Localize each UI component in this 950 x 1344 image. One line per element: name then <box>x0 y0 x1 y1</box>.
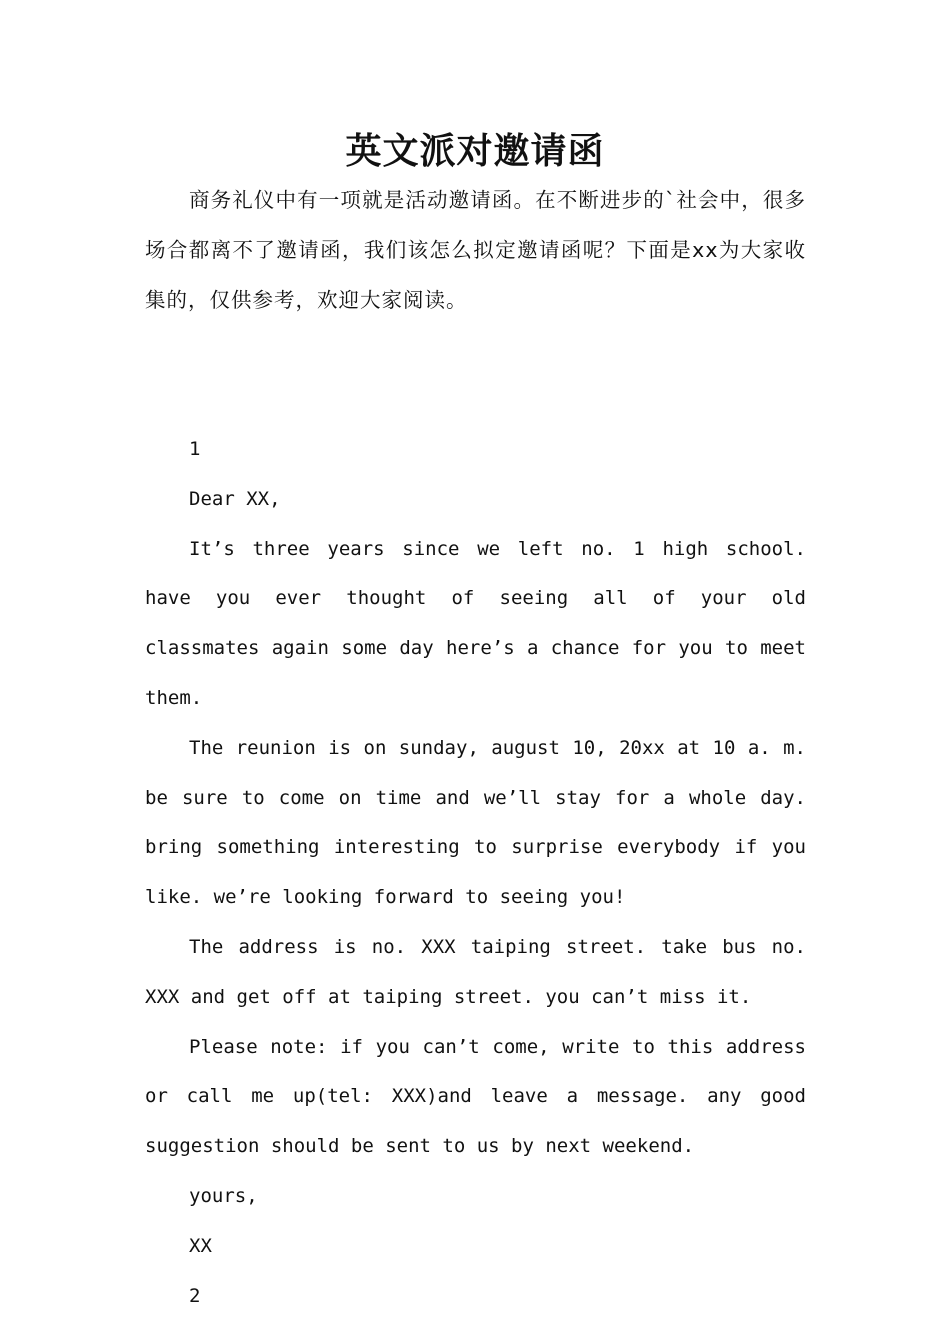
salutation: Dear XX, <box>189 487 281 510</box>
signature: XX <box>189 1234 212 1257</box>
section-number-1: 1 <box>189 437 201 460</box>
letter-paragraph-3: The address is no. XXX taiping street. take bus no. XXX and get off at taiping street. you can’t miss it. <box>145 935 806 1008</box>
letter-paragraph-1: It’s three years since we left no. 1 high school. have you ever thought of seeing all of your old classmates again some day here’s a chance for you to meet them. <box>145 537 806 709</box>
letter-paragraph-2: The reunion is on sunday, august 10, 20xx at 10 a. m. be sure to come on time and we’ll stay for a whole day. bring something interesting to surprise everybody if you like. we’re looking forward to seeing you! <box>145 736 806 909</box>
section-spacer <box>145 325 806 425</box>
intro-paragraph: 商务礼仪中有一项就是活动邀请函。在不断进步的`社会中，很多场合都离不了邀请函，我们该怎么拟定邀请函呢？下面是xx为大家收集的，仅供参考，欢迎大家阅读。 <box>145 188 806 312</box>
letter-paragraph-4: Please note: if you can’t come, write to this address or call me up(tel: XXX)and leave a message. any good suggestion should be sent to us by next weekend. <box>145 1035 806 1158</box>
section-number-2: 2 <box>189 1284 201 1307</box>
document-body <box>145 176 806 1321</box>
document-title: 英文派对邀请函 <box>345 131 605 172</box>
closing: yours, <box>189 1184 258 1207</box>
